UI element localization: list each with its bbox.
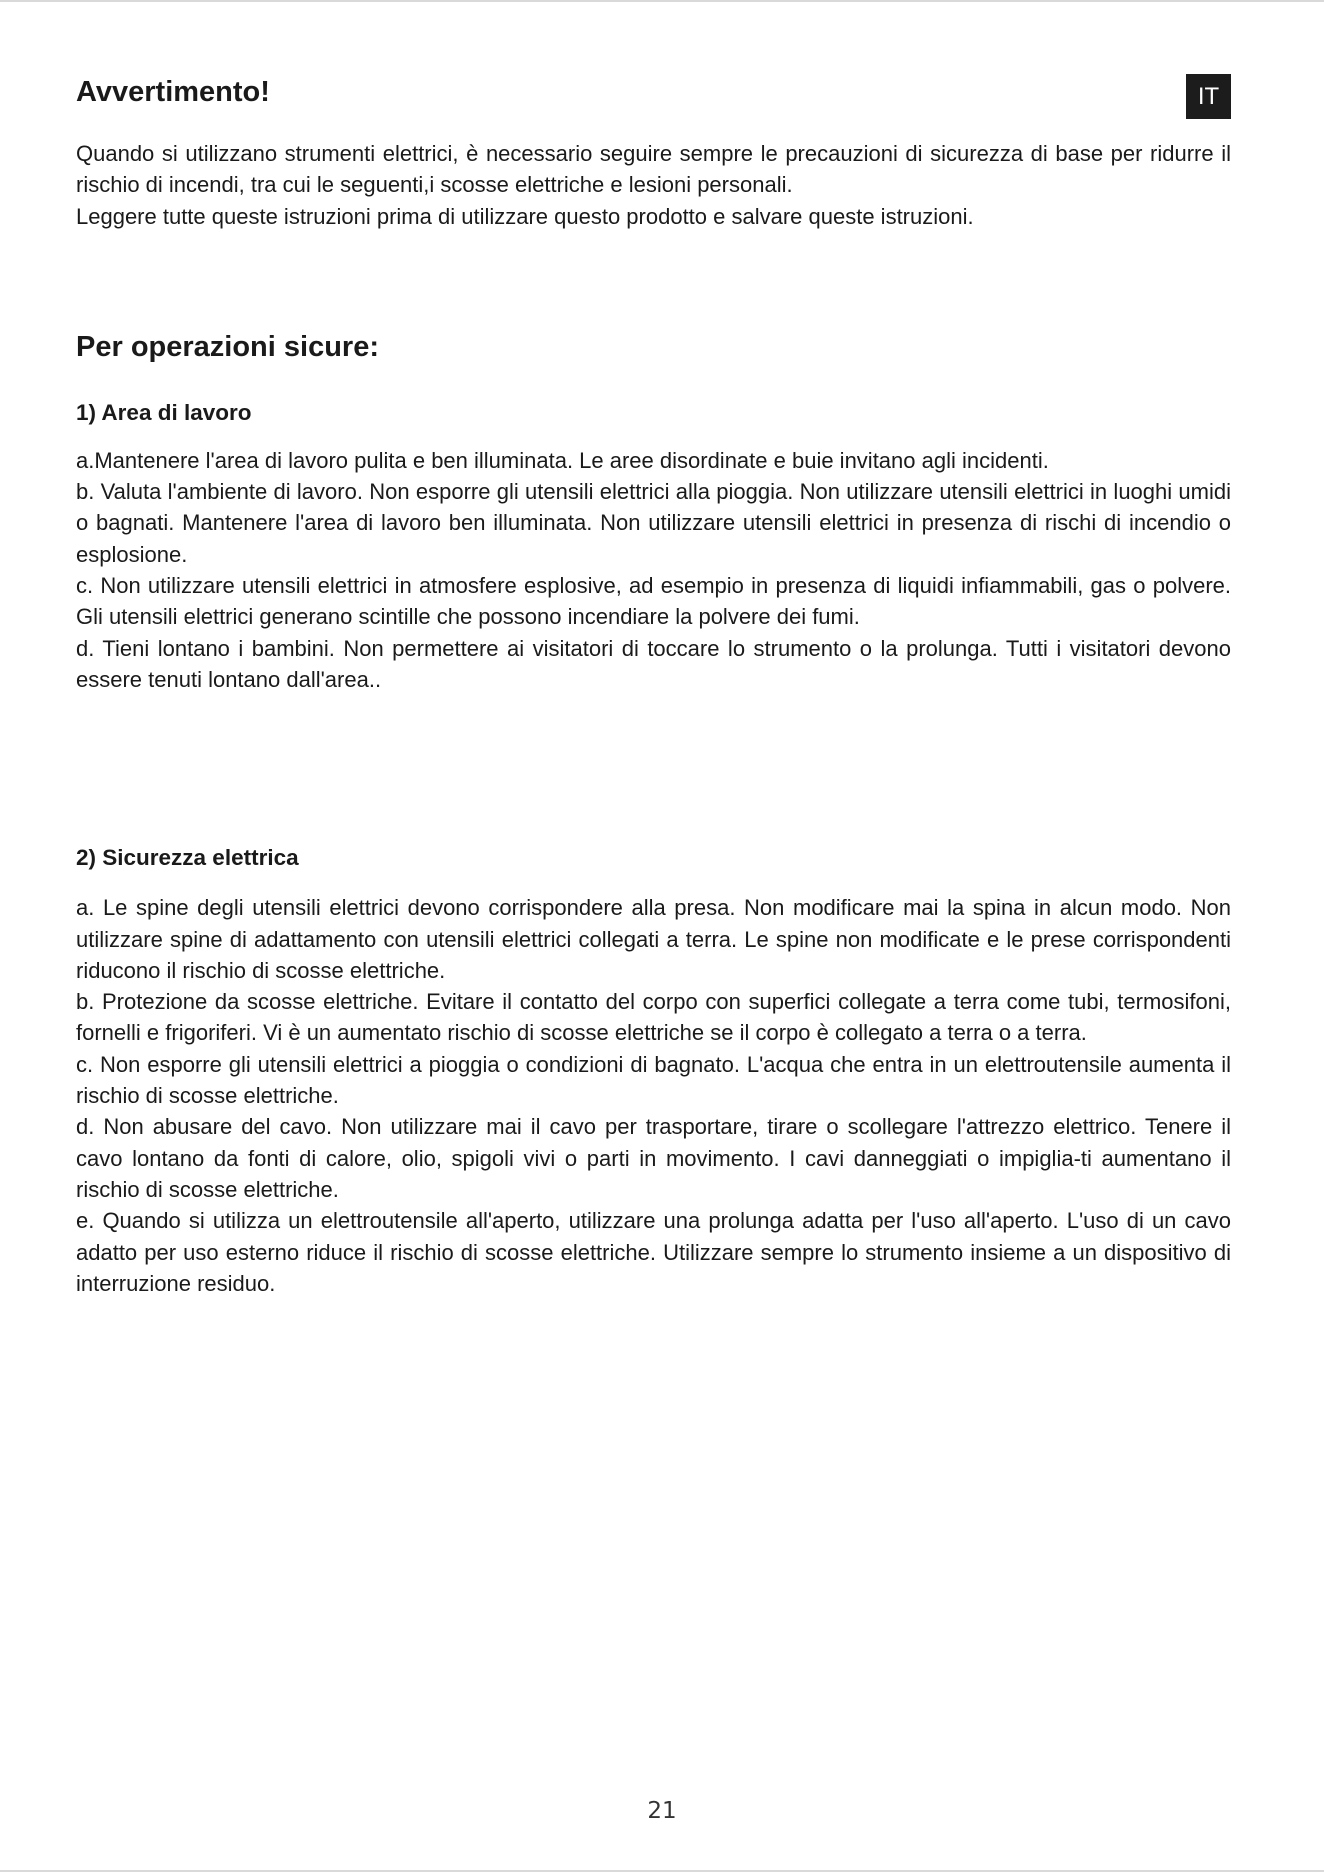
work-area-item: c. Non utilizzare utensili elettrici in atmosfere esplosive, ad esempio in presenza di liquidi infiammabili, gas o polvere. Gli utensili elettrici generano scintille che possono incendiare la polvere dei fumi. bbox=[76, 573, 1231, 630]
electrical-safety-item: c. Non esporre gli utensili elettrici a pioggia o condizioni di bagnato. L'acqua che entra in un elettroutensile aumenta il rischio di scosse elettriche. bbox=[76, 1051, 1231, 1109]
language-badge: IT bbox=[1186, 74, 1231, 119]
page-number: 21 bbox=[647, 1798, 677, 1824]
work-area-item: d. Tieni lontano i bambini. Non permettere ai visitatori di toccare lo strumento o la prolunga. Tutti i visitatori devono essere tenuti lontano dall'area.. bbox=[76, 635, 1231, 692]
work-area-item: b. Valuta l'ambiente di lavoro. Non esporre gli utensili elettrici alla pioggia. Non utilizzare utensili elettrici in luoghi umidi o bagnati. Mantenere l'area di lavoro ben illuminata. Non utilizzare utensili elettrici in presenza di rischi di incendio o esplosione. bbox=[76, 479, 1231, 567]
warning-line: Leggere tutte queste istruzioni prima di utilizzare questo prodotto e salvare queste istruzioni. bbox=[76, 203, 974, 229]
warning-text bbox=[76, 138, 1231, 232]
electrical-safety-item: b. Protezione da scosse elettriche. Evitare il contatto del corpo con superfici collegate a terra come tubi, termosifoni, fornelli e frigoriferi. Vi è un aumentato rischio di scosse elettriche se il corpo è collegato a terra o a terra. bbox=[76, 989, 1231, 1046]
electrical-safety-item: e. Quando si utilizza un elettroutensile all'aperto, utilizzare una prolunga adatta per l'uso all'aperto. L'uso di un cavo adatto per uso esterno riduce il rischio di scosse elettriche. Utilizzare sempre lo strumento insieme a un dispositivo di interruzione residuo. bbox=[76, 1208, 1231, 1296]
work-area-list bbox=[76, 445, 1231, 695]
work-area-title: 1) Area di lavoro bbox=[76, 399, 252, 425]
warning-line: Quando si utilizzano strumenti elettrici, è necessario seguire sempre le precauzioni di sicurezza di base per ridurre il rischio di incendi, tra cui le seguenti,i scosse elettriche e lesioni personali. bbox=[76, 141, 1231, 198]
warning-title: Avvertimento! bbox=[76, 76, 270, 108]
safe-operations-title: Per operazioni sicure: bbox=[76, 330, 379, 363]
work-area-item: a.Mantenere l'area di lavoro pulita e ben illuminata. Le aree disordinate e buie invitano agli incidenti. bbox=[76, 447, 1049, 473]
page-content bbox=[76, 70, 1231, 1299]
electrical-safety-item: a. Le spine degli utensili elettrici devono corrispondere alla presa. Non modificare mai la spina in alcun modo. Non utilizzare spine di adattamento con utensili elettrici collegati a terra. Le spine non modificate e le prese corrispondenti riducono il rischio di scosse elettriche. bbox=[76, 895, 1231, 983]
electrical-safety-list bbox=[76, 892, 1231, 1299]
electrical-safety-item: d. Non abusare del cavo. Non utilizzare mai il cavo per trasportare, tirare o scollegare l'attrezzo elettrico. Tenere il cavo lontano da fonti di calore, olio, spigoli vivi o parti in movimento. I cavi danneggiati o impiglia-ti aumentano il rischio di scosse elettriche. bbox=[76, 1114, 1231, 1202]
electrical-safety-title: 2) Sicurezza elettrica bbox=[76, 845, 299, 871]
